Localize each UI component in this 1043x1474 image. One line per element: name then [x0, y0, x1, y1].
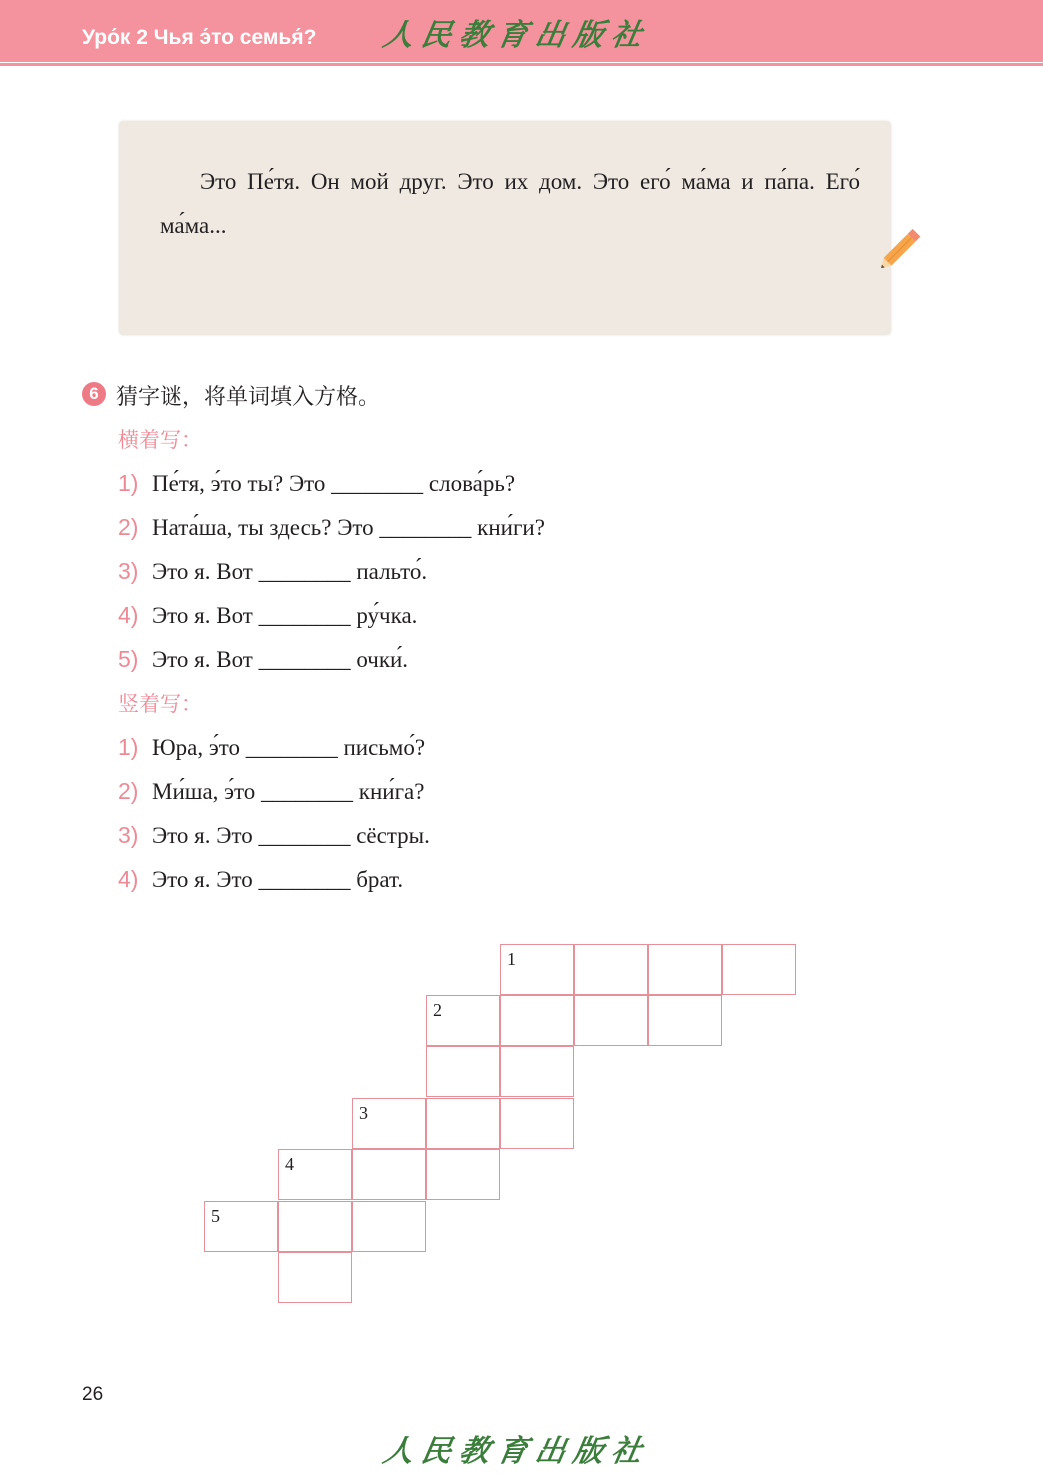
crossword-cell[interactable] [352, 1201, 426, 1252]
crossword-cell[interactable] [648, 995, 722, 1046]
crossword-cell[interactable] [722, 944, 796, 995]
clue-text: Ната́ша, ты здесь? Это ________ кни́ги? [152, 515, 545, 540]
cell-number: 2 [433, 1000, 442, 1020]
across-clue-4 [118, 602, 417, 629]
cell-number: 1 [507, 949, 516, 969]
down-clue-2 [118, 778, 424, 805]
clue-text: Юра, э́то ________ письмо́? [152, 735, 426, 760]
clue-number: 4) [118, 866, 139, 892]
clue-text: Это я. Вот ________ очки́. [152, 647, 409, 672]
crossword-cell[interactable] [648, 944, 722, 995]
clue-number: 4) [118, 602, 139, 628]
clue-number: 2) [118, 778, 139, 804]
crossword-cell[interactable] [500, 944, 574, 995]
clue-number: 3) [118, 822, 139, 848]
note-text: Это Пе́тя. Он мой друг. Это их дом. Это его́ ма́ма и па́па. Его́ ма́ма... [160, 169, 860, 238]
crossword-cell[interactable] [278, 1252, 352, 1303]
crossword-cell[interactable] [500, 1046, 574, 1097]
cell-number: 5 [211, 1206, 220, 1226]
clue-text: Ми́ша, э́то ________ кни́га? [152, 779, 425, 804]
across-label: 横着写： [118, 428, 202, 452]
crossword-cell[interactable] [426, 1046, 500, 1097]
clue-number: 5) [118, 646, 139, 672]
clue-number: 2) [118, 514, 139, 540]
pencil-icon [872, 218, 932, 278]
crossword-cell[interactable] [352, 1149, 426, 1200]
crossword-cell[interactable] [278, 1201, 352, 1252]
clue-number: 1) [118, 734, 139, 760]
exercise-number-badge: 6 [82, 382, 106, 406]
clue-number: 1) [118, 470, 139, 496]
crossword-cell[interactable] [426, 995, 500, 1046]
down-clue-1 [118, 734, 425, 761]
crossword-cell[interactable] [204, 1201, 278, 1252]
clue-text: Это я. Вот ________ ру́чка. [152, 603, 418, 628]
clue-text: Пе́тя, э́то ты? Это ________ слова́рь? [152, 471, 516, 496]
page-number: 26 [82, 1384, 104, 1405]
publisher-logo-top: 人民教育出版社 [380, 18, 653, 53]
header-divider [0, 63, 1043, 66]
crossword-cell[interactable] [574, 995, 648, 1046]
across-clue-2 [118, 514, 545, 541]
down-clue-3 [118, 822, 430, 849]
crossword-cell[interactable] [352, 1098, 426, 1149]
crossword-cell[interactable] [278, 1149, 352, 1200]
publisher-logo-bottom: 人民教育出版社 [380, 1434, 653, 1469]
crossword-cell[interactable] [500, 995, 574, 1046]
crossword-cell[interactable] [426, 1098, 500, 1149]
cell-number: 4 [285, 1154, 294, 1174]
crossword-cell[interactable] [574, 944, 648, 995]
note-paper [120, 122, 890, 334]
exercise-title: 猜字谜，将单词填入方格。 [116, 385, 381, 410]
down-label: 竖着写： [118, 692, 202, 716]
crossword-cell[interactable] [426, 1149, 500, 1200]
across-clue-3 [118, 558, 427, 585]
clue-number: 3) [118, 558, 139, 584]
down-clue-4 [118, 866, 403, 893]
across-clue-1 [118, 470, 515, 497]
cell-number: 3 [359, 1103, 368, 1123]
clue-text: Это я. Вот ________ пальто́. [152, 559, 428, 584]
lesson-title: Уро́к 2 Чья э́то семья́? [82, 26, 317, 49]
clue-text: Это я. Это ________ сёстры. [152, 823, 430, 848]
crossword-cell[interactable] [500, 1098, 574, 1149]
across-clue-5 [118, 646, 408, 673]
clue-text: Это я. Это ________ брат. [152, 867, 404, 892]
